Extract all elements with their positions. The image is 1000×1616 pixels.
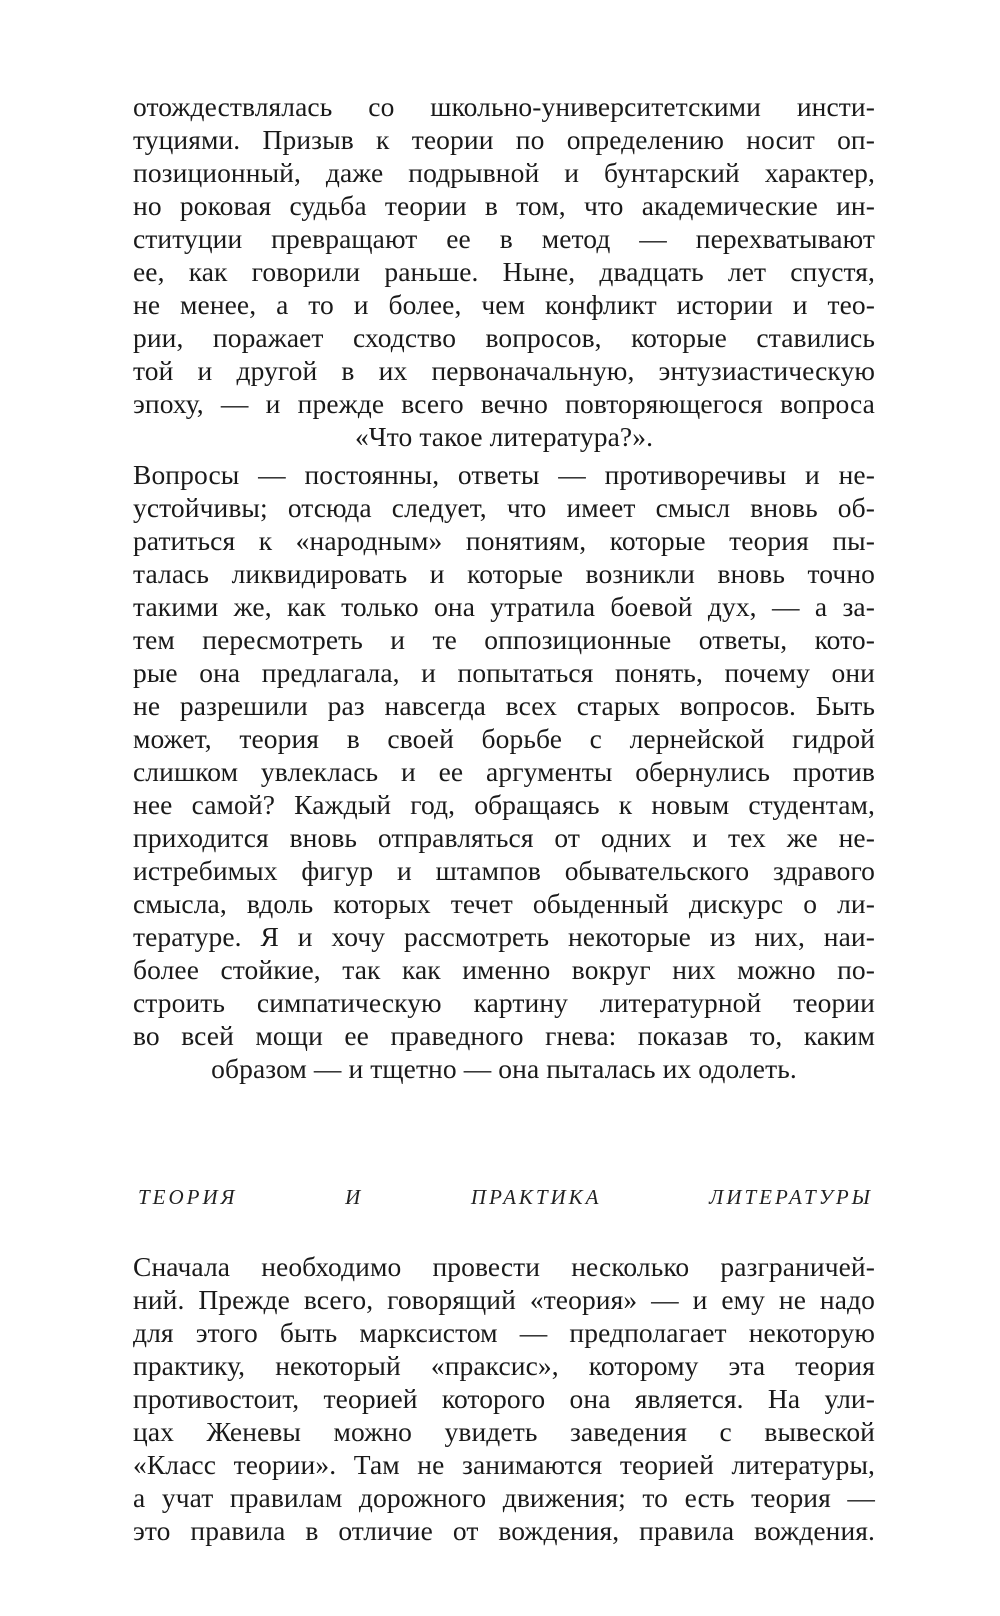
text-line: приходится вновь отправляться от одних и тех же не- (133, 822, 875, 853)
text-line: рые она предлагала, и попытаться понять, почему они (133, 657, 875, 688)
text-line: истребимых фигур и штампов обывательского здравого (133, 855, 875, 886)
text-line: во всей мощи ее праведного гнева: показав то, каким (133, 1020, 875, 1051)
heading-word: ПРАКТИКА (470, 1185, 602, 1209)
text-line: более стойкие, так как именно вокруг них можно по- (133, 954, 875, 985)
heading-word: И (345, 1185, 364, 1209)
text-line: Вопросы — постоянны, ответы — противоречивы и не- (133, 459, 875, 490)
text-line: «Класс теории». Там не занимаются теорией литературы, (133, 1449, 875, 1480)
text-line: нее самой? Каждый год, обращаясь к новым студентам, (133, 789, 875, 820)
text-line: ний. Прежде всего, говорящий «теория» — и ему не надо (133, 1284, 875, 1315)
text-line: такими же, как только она утратила боевой дух, — а за- (133, 591, 875, 622)
text-line: эпоху, — и прежде всего вечно повторяющегося вопроса (133, 388, 875, 419)
text-line: Сначала необходимо провести несколько разграничей- (133, 1251, 875, 1282)
text-line: практику, некоторый «праксис», которому эта теория (133, 1350, 875, 1381)
text-line: той и другой в их первоначальную, энтузиастическую (133, 355, 875, 386)
text-line: а учат правилам дорожного движения; то есть теория — (133, 1482, 875, 1513)
book-page (133, 0, 875, 1616)
text-line: это правила в отличие от вождения, правила вождения. (133, 1515, 875, 1546)
text-line: строить симпатическую картину литературной теории (133, 987, 875, 1018)
text-line-centered: «Что такое литература?». (354, 421, 654, 452)
text-line: рии, поражает сходство вопросов, которые ставились (133, 322, 875, 353)
text-line: не разрешили раз навсегда всех старых вопросов. Быть (133, 690, 875, 721)
text-line: устойчивы; отсюда следует, что имеет смысл вновь об- (133, 492, 875, 523)
text-line: талась ликвидировать и которые возникли вновь точно (133, 558, 875, 589)
heading-word: ТЕОРИЯ (138, 1185, 238, 1209)
text-line: ее, как говорили раньше. Ныне, двадцать лет спустя, (133, 256, 875, 287)
text-line: тем пересмотреть и те оппозиционные ответы, кото- (133, 624, 875, 655)
text-line: цах Женевы можно увидеть заведения с вывеской (133, 1416, 875, 1447)
text-line: позиционный, даже подрывной и бунтарский характер, (133, 157, 875, 188)
text-line: тературе. Я и хочу рассмотреть некоторые из них, наи- (133, 921, 875, 952)
heading-word: ЛИТЕРАТУРЫ (709, 1185, 873, 1209)
text-line: не менее, а то и более, чем конфликт истории и тео- (133, 289, 875, 320)
text-line: смысла, вдоль которых течет обыденный дискурс о ли- (133, 888, 875, 919)
text-line: может, теория в своей борьбе с лернейской гидрой (133, 723, 875, 754)
text-line: отождествлялась со школьно-университетскими инсти- (133, 91, 875, 122)
text-line: ратиться к «народным» понятиям, которые теория пы- (133, 525, 875, 556)
text-line: но роковая судьба теории в том, что академические ин- (133, 190, 875, 221)
section-heading (138, 1182, 873, 1212)
text-line-centered: образом — и тщетно — она пыталась их одолеть. (211, 1053, 797, 1084)
text-line: ституции превращают ее в метод — перехватывают (133, 223, 875, 254)
text-line: туциями. Призыв к теории по определению носит оп- (133, 124, 875, 155)
text-line: слишком увлеклась и ее аргументы обернулись против (133, 756, 875, 787)
text-line: противостоит, теорией которого она является. На ули- (133, 1383, 875, 1414)
text-line: для этого быть марксистом — предполагает некоторую (133, 1317, 875, 1348)
